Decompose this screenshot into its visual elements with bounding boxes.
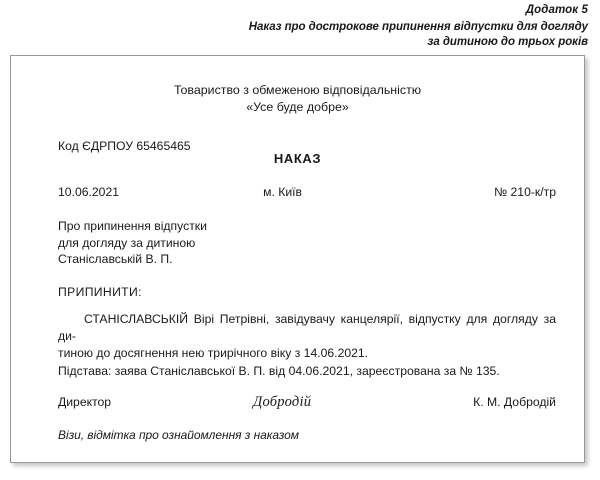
signature-row xyxy=(58,394,556,410)
order-date: 10.06.2021 xyxy=(58,185,119,199)
order-basis-line: Підстава: заява Станіславської В. П. від 04.06.2021, зареєстрована за № 135. xyxy=(58,364,500,378)
signatory-title: Директор xyxy=(58,395,112,409)
appendix-label: Додаток 5 xyxy=(525,4,588,16)
organization-block xyxy=(11,82,584,116)
subject-line-1: Про припинення відпустки xyxy=(58,219,207,233)
organization-legal-form: Товариство з обмеженою відповідальністю xyxy=(173,83,422,97)
order-body-line-2: тиною до досягнення нею трирічного віку з 14.06.2021. xyxy=(58,346,369,360)
order-directive: ПРИПИНИТИ: xyxy=(58,285,142,299)
order-body-paragraph xyxy=(58,311,556,362)
handwritten-signature: Добродій xyxy=(253,394,312,410)
header-title xyxy=(0,20,588,51)
visas-footnote: Візи, відмітка про ознайомлення з наказом xyxy=(58,428,299,442)
document-page-content xyxy=(11,56,584,462)
organization-name: «Усе буде добре» xyxy=(246,100,349,114)
subject-line-3: Станіславській В. П. xyxy=(58,252,173,266)
document-header xyxy=(0,0,588,51)
order-subject-block xyxy=(58,218,207,268)
header-title-line-1: Наказ про дострокове припинення відпустки для догляду xyxy=(248,20,588,33)
order-body-line-1: СТАНІСЛАВСЬКІЙ Вірі Петрівні, завідувачу канцелярії, відпустку для догляду за ди- xyxy=(58,312,556,343)
order-meta-row xyxy=(58,184,556,200)
order-heading: НАКАЗ xyxy=(273,151,322,166)
order-number: № 210-к/тр xyxy=(494,185,556,199)
document-page-frame xyxy=(10,55,585,463)
signatory-name: К. М. Добродій xyxy=(473,395,556,409)
header-title-line-2: за дитиною до трьох років xyxy=(427,36,588,48)
edrpou-code-line: Код ЄДРПОУ 65465465 xyxy=(58,139,191,153)
subject-line-2: для догляду за дитиною xyxy=(58,235,196,250)
order-city: м. Київ xyxy=(263,185,302,199)
